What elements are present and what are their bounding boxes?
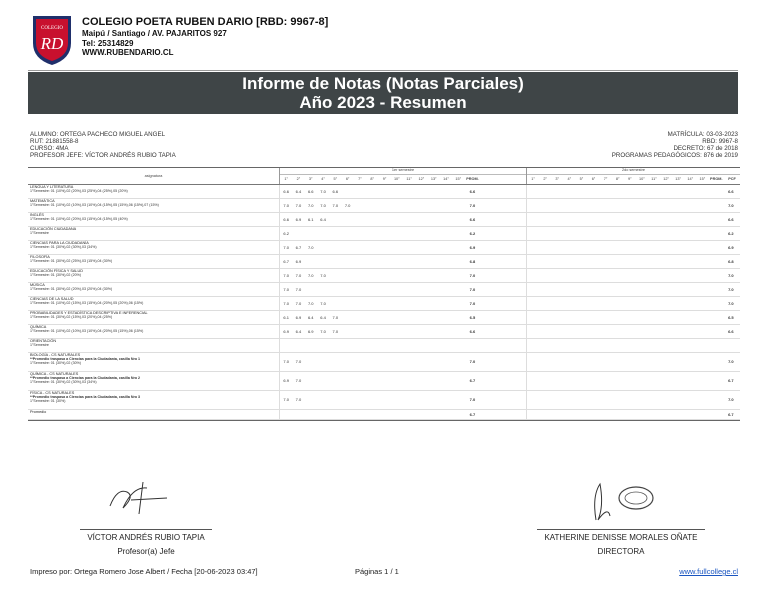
final-grade: 7.0 xyxy=(728,272,734,278)
subject-note: **Promedio traspasa a Ciencias para la Ciudadanía, casilla Nro 2 xyxy=(30,375,141,380)
semester-1-average: 6.8 xyxy=(469,258,476,264)
semester-2-grades xyxy=(527,241,740,254)
table-row xyxy=(28,297,740,311)
grade-cell: 6.9 xyxy=(295,314,302,320)
semester-1-grades xyxy=(280,372,527,390)
teacher-signature xyxy=(105,478,175,518)
semester-1-header xyxy=(280,168,527,184)
subject-name: CIENCIAS DE LA SALUD xyxy=(30,297,74,301)
subject-weights: 1°Semestre: 01 (30%),02 (30%) xyxy=(30,360,81,365)
semester-2-grades xyxy=(527,372,740,390)
sem2-col-header: 12° xyxy=(663,177,669,181)
grade-cell: 6.9 xyxy=(307,328,314,334)
svg-text:RD: RD xyxy=(40,34,64,53)
grade-cell: 7.0 xyxy=(295,397,302,403)
table-row xyxy=(28,269,740,283)
semester-1-grades xyxy=(280,255,527,268)
subject-cell xyxy=(28,325,280,338)
grade-cell: 6.9 xyxy=(283,328,289,334)
director-signature-block xyxy=(537,529,705,556)
subject-weights: 1°Semestre xyxy=(30,342,49,347)
sem1-col-header: 3° xyxy=(308,177,313,181)
subject-name: FILOSOFÍA xyxy=(30,255,50,259)
subject-note: **Promedio traspasa a Ciencias para la Ciudadanía, casilla Nro 3 xyxy=(30,394,141,399)
subject-weights: 1°Semestre: 01 (30%),02 (15%),03 (20%),04 (25%) xyxy=(30,314,113,319)
grade-cell: 7.0 xyxy=(332,314,339,320)
subject-name: EDUCACIÓN FÍSICA Y SALUD xyxy=(30,269,84,273)
subject-name: MÚSICA xyxy=(30,283,45,287)
final-grade: 6.7 xyxy=(728,411,734,417)
table-row xyxy=(28,353,740,372)
header-divider xyxy=(28,70,738,71)
semester-2-grades xyxy=(527,391,740,409)
semester-2-grades xyxy=(527,339,740,352)
grade-cell: 7.0 xyxy=(283,202,289,208)
sem2-col-header: 7° xyxy=(603,177,608,181)
table-row xyxy=(28,339,740,353)
grade-cell: 6.6 xyxy=(283,188,289,194)
table-row xyxy=(28,391,740,410)
sem1-col-header: 7° xyxy=(358,177,362,181)
subject-name: EDUCACIÓN CIUDADANA xyxy=(30,227,77,231)
semester-2-grades xyxy=(527,325,740,338)
semester-1-grades xyxy=(280,199,527,212)
sem2-col-header: 3° xyxy=(555,177,560,181)
grade-cell: 7.0 xyxy=(295,286,302,292)
semester-1-grades xyxy=(280,241,527,254)
subject-weights: 1°Semestre: 01 (30%),02 (20%) xyxy=(30,272,81,277)
subject-cell xyxy=(28,213,280,226)
grade-cell: 7.0 xyxy=(307,244,314,250)
grade-cell: 6.7 xyxy=(295,244,302,250)
semester-1-average: 7.0 xyxy=(469,359,476,365)
subject-weights: 1°Semestre: 01 (30%),02 (30%),03 (34%) xyxy=(30,244,97,249)
grade-cell: 7.0 xyxy=(283,397,289,403)
final-grade: 7.0 xyxy=(728,359,734,365)
final-grade: 6.8 xyxy=(728,258,734,264)
semester-2-grades xyxy=(527,353,740,371)
semester-1-average: 6.6 xyxy=(469,328,476,334)
grade-cell: 7.0 xyxy=(295,378,302,384)
semester-1-grades xyxy=(280,339,527,352)
sem2-col-header: 11° xyxy=(651,177,657,181)
table-row xyxy=(28,372,740,391)
subject-cell xyxy=(28,227,280,240)
subject-name: FÍSICA - CS NATURALES xyxy=(30,391,75,395)
sem2-col-header: 1° xyxy=(531,177,535,181)
semester-1-average: 6.9 xyxy=(469,244,476,250)
table-row xyxy=(28,283,740,297)
grade-cell: 7.0 xyxy=(283,286,289,292)
subject-name: CIENCIAS PARA LA CIUDADANÍA xyxy=(30,241,89,245)
grade-cell: 7.0 xyxy=(320,272,326,278)
subject-weights: 1°Semestre: 01 (10%),02 (20%),03 (15%),04 (15%),05 (40%) xyxy=(30,216,128,221)
sem1-col-header: 5° xyxy=(333,177,338,181)
table-row xyxy=(28,241,740,255)
sem2-col-header: 2° xyxy=(543,177,547,181)
sem1-col-header: 2° xyxy=(296,177,301,181)
teacher-role: Profesor(a) Jefe xyxy=(117,547,175,556)
subject-weights: 1°Semestre: 01 (30%) xyxy=(30,398,66,403)
grade-cell: 6.4 xyxy=(295,188,302,194)
final-grade: 6.6 xyxy=(728,216,734,222)
page-footer xyxy=(30,567,738,576)
grade-cell: 7.0 xyxy=(307,272,314,278)
subject-cell xyxy=(28,185,280,198)
subject-cell xyxy=(28,311,280,324)
subject-cell xyxy=(28,410,280,419)
teacher-signature-block xyxy=(80,529,212,556)
sem2-col-header: PROM. xyxy=(710,177,723,181)
sem1-col-header: 14° xyxy=(443,177,449,181)
sem1-col-header: 12° xyxy=(418,177,425,181)
final-grade: 7.0 xyxy=(728,202,734,208)
grade-cell: 7.0 xyxy=(283,300,289,306)
director-name: KATHERINE DENISSE MORALES OÑATE xyxy=(537,529,705,542)
footer-link[interactable]: www.fullcollege.cl xyxy=(679,567,738,576)
grade-cell: 7.0 xyxy=(295,300,302,306)
subject-name: LENGUA Y LITERATURA xyxy=(30,185,74,189)
semester-1-grades xyxy=(280,297,527,310)
school-website: WWW.RUBENDARIO.CL xyxy=(82,48,174,57)
sem2-col-header: 9° xyxy=(627,177,632,181)
semester-1-grades xyxy=(280,269,527,282)
sem2-col-header: 13° xyxy=(675,177,682,181)
grade-cell: 7.0 xyxy=(295,202,302,208)
programs: PROGRAMAS PEDAGÓGICOS: 876 de 2019 xyxy=(611,152,738,159)
subject-name: QUÍMICA - CS NATURALES xyxy=(30,372,79,376)
subject-weights: 1°Semestre xyxy=(30,230,49,235)
semester-1-average: 6.5 xyxy=(469,314,476,320)
subject-column-header: asignatura xyxy=(28,168,280,184)
sem1-col-header: 4° xyxy=(321,177,325,181)
grade-cell: 7.0 xyxy=(295,272,302,278)
final-grade: 6.5 xyxy=(728,314,734,320)
final-grade: 6.7 xyxy=(728,378,734,384)
grade-cell: 7.0 xyxy=(283,272,289,278)
table-row xyxy=(28,410,740,420)
subject-cell xyxy=(28,255,280,268)
grade-cell: 6.4 xyxy=(295,328,302,334)
subject-cell xyxy=(28,269,280,282)
school-rbd: RBD: 9967-8 xyxy=(702,138,738,145)
final-grade: 6.2 xyxy=(728,230,734,236)
subject-weights: 1°Semestre: 01 (10%),02 (15%),03 (15%),04 (20%),05 (20%),06 (15%) xyxy=(30,300,144,305)
grade-cell: 7.0 xyxy=(283,359,289,365)
semester-1-average: 6.6 xyxy=(469,188,476,194)
semester-1-title: 1er semestre xyxy=(280,168,526,175)
semester-2-grades xyxy=(527,227,740,240)
grade-cell: 6.6 xyxy=(307,188,314,194)
subject-name: ORIENTACIÓN xyxy=(30,339,57,343)
student-rut: RUT: 21881558-8 xyxy=(30,138,79,145)
student-info xyxy=(30,131,176,159)
grade-cell: 6.4 xyxy=(320,314,326,320)
sem2-col-header: 14° xyxy=(687,177,694,181)
sem1-col-header: 1° xyxy=(284,177,288,181)
sem1-col-header: 10° xyxy=(393,177,400,181)
student-name: ALUMNO: ORTEGA PACHECO MIGUEL ANGEL xyxy=(30,131,166,138)
semester-1-grades xyxy=(280,325,527,338)
table-row xyxy=(28,325,740,339)
decree: DECRETO: 67 de 2018 xyxy=(673,145,738,152)
table-row xyxy=(28,185,740,199)
enrollment-info xyxy=(612,131,738,159)
semester-2-header xyxy=(527,168,740,184)
subject-name: BIOLOGÍA - CS NATURALES xyxy=(30,353,81,357)
grade-cell: 7.0 xyxy=(320,188,326,194)
grade-cell: 6.6 xyxy=(332,188,339,194)
sem2-col-header: 4° xyxy=(567,177,572,181)
grade-cell: 7.0 xyxy=(320,300,326,306)
subject-note: **Promedio traspasa a Ciencias para la Ciudadanía, casilla Nro 1 xyxy=(30,356,141,361)
sem2-col-header: 5° xyxy=(579,177,584,181)
subject-name: PROBABILIDADES Y ESTADÍSTICA DESCRIPTIVA E INFERENCIAL xyxy=(30,311,148,315)
printed-by: Impreso por: Ortega Romero Jose Albert / Fecha [20-06-2023 03:47] xyxy=(30,567,258,576)
semester-2-grades xyxy=(527,311,740,324)
final-grade: 6.6 xyxy=(728,328,734,334)
semester-1-average: 7.0 xyxy=(469,397,476,403)
teacher-name: VÍCTOR ANDRÉS RUBIO TAPIA xyxy=(80,529,212,542)
semester-1-grades xyxy=(280,311,527,324)
subject-weights: 1°Semestre: 01 (30%),02 (20%),03 (20%),04 (30%) xyxy=(30,286,113,291)
semester-1-grades xyxy=(280,391,527,409)
grade-cell: 6.4 xyxy=(307,314,314,320)
subject-weights: 1°Semestre: 01 (30%),02 (25%),03 (15%),04 (30%) xyxy=(30,258,113,263)
table-row xyxy=(28,199,740,213)
table-row xyxy=(28,213,740,227)
subject-weights: 1°Semestre: 01 (10%),02 (20%),03 (25%),04 (25%),05 (20%) xyxy=(30,188,128,193)
semester-1-average: 7.0 xyxy=(469,272,476,278)
grade-cell: 7.0 xyxy=(320,202,326,208)
school-name: COLEGIO POETA RUBEN DARIO [RBD: 9967-8] xyxy=(82,16,329,28)
semester-2-grades xyxy=(527,269,740,282)
semester-1-average: 7.0 xyxy=(469,286,476,292)
semester-1-grades xyxy=(280,283,527,296)
grade-cell: 6.1 xyxy=(283,314,289,320)
table-header xyxy=(28,168,740,185)
subject-cell xyxy=(28,391,280,409)
subject-cell xyxy=(28,372,280,390)
grade-cell: 7.0 xyxy=(320,328,326,334)
final-grade: 7.0 xyxy=(728,300,734,306)
enrollment-date: MATRÍCULA: 03-03-2023 xyxy=(667,131,738,138)
semester-1-average: 6.7 xyxy=(469,411,476,417)
sem1-col-header: 15° xyxy=(455,177,462,181)
semester-2-grades xyxy=(527,213,740,226)
table-body xyxy=(28,185,740,420)
final-grade: 6.6 xyxy=(728,188,734,194)
grade-cell: 6.1 xyxy=(307,216,314,222)
sem2-col-header: 6° xyxy=(591,177,596,181)
semester-1-average: 6.7 xyxy=(469,378,476,384)
grade-cell: 7.0 xyxy=(283,244,289,250)
grade-cell: 7.0 xyxy=(332,328,339,334)
subject-name: INGLÉS xyxy=(30,213,44,217)
school-phone: Tel: 25314829 xyxy=(82,38,134,48)
grade-cell: 6.4 xyxy=(320,216,326,222)
report-title: Informe de Notas (Notas Parciales) xyxy=(242,74,524,93)
sem1-col-header: 9° xyxy=(382,177,387,181)
table-row xyxy=(28,311,740,325)
semester-1-average: 7.0 xyxy=(469,202,476,208)
report-banner xyxy=(28,72,738,114)
subject-cell xyxy=(28,297,280,310)
sem2-col-header: PCF xyxy=(728,177,736,181)
subject-name: QUÍMICA xyxy=(30,325,47,329)
report-subtitle: Año 2023 - Resumen xyxy=(299,93,467,112)
table-row xyxy=(28,227,740,241)
semester-1-grades xyxy=(280,353,527,371)
sem2-col-header: 10° xyxy=(639,177,645,181)
semester-1-average: 7.0 xyxy=(469,300,476,306)
head-teacher: PROFESOR JEFE: VÍCTOR ANDRÉS RUBIO TAPIA xyxy=(30,152,176,159)
semester-2-grades xyxy=(527,283,740,296)
director-signature-stamp xyxy=(588,476,663,526)
sem2-col-header: 15° xyxy=(699,177,706,181)
subject-cell xyxy=(28,199,280,212)
sem2-col-header: 8° xyxy=(615,177,620,181)
grade-cell: 7.0 xyxy=(332,202,339,208)
semester-2-columns xyxy=(527,175,740,184)
final-grade: 7.0 xyxy=(728,286,734,292)
semester-1-grades xyxy=(280,213,527,226)
semester-2-title: 2do semestre xyxy=(527,168,740,175)
svg-text:COLEGIO: COLEGIO xyxy=(41,26,63,31)
director-role: DIRECTORA xyxy=(597,547,645,556)
grade-cell: 6.9 xyxy=(295,258,302,264)
final-grade: 6.9 xyxy=(728,244,734,250)
semester-1-grades xyxy=(280,185,527,198)
grade-cell: 7.0 xyxy=(307,202,314,208)
sem1-col-header: PROM. xyxy=(466,177,479,181)
student-course: CURSO: 4MA xyxy=(30,145,69,152)
semester-2-grades xyxy=(527,410,740,419)
semester-2-grades xyxy=(527,185,740,198)
semester-1-grades xyxy=(280,227,527,240)
table-row xyxy=(28,255,740,269)
subject-weights: 1°Semestre: 01 (10%),02 (10%),03 (10%),04 (20%),05 (15%),06 (15%) xyxy=(30,328,144,333)
semester-1-grades xyxy=(280,410,527,419)
sem1-col-header: 6° xyxy=(345,177,350,181)
semester-1-columns xyxy=(280,175,526,184)
final-grade: 7.0 xyxy=(728,397,734,403)
semester-2-grades xyxy=(527,199,740,212)
semester-2-grades xyxy=(527,297,740,310)
sem1-col-header: 8° xyxy=(370,177,375,181)
grade-cell: 6.6 xyxy=(283,216,289,222)
grade-cell: 6.2 xyxy=(283,230,289,236)
grade-cell: 7.0 xyxy=(344,202,351,208)
subject-cell xyxy=(28,339,280,352)
subject-name: Promedio xyxy=(30,410,47,414)
grade-cell: 6.9 xyxy=(283,378,289,384)
grade-cell: 6.9 xyxy=(295,216,302,222)
school-address: Maipú / Santiago / AV. PAJARITOS 927 xyxy=(82,29,227,38)
subject-weights: 1°Semestre: 01 (10%),02 (10%),03 (10%),04 (15%),05 (15%),06 (15%),07 (15%) xyxy=(30,202,159,207)
sem1-col-header: 11° xyxy=(406,177,412,181)
grade-cell: 7.0 xyxy=(295,359,302,365)
semester-1-average: 6.2 xyxy=(469,230,476,236)
school-crest-logo xyxy=(30,13,74,67)
subject-cell xyxy=(28,241,280,254)
school-header xyxy=(82,16,328,58)
grades-table xyxy=(28,167,740,421)
semester-2-grades xyxy=(527,255,740,268)
sem1-col-header: 13° xyxy=(430,177,437,181)
grade-cell: 6.7 xyxy=(283,258,289,264)
grade-cell: 7.0 xyxy=(307,300,314,306)
semester-1-average: 6.6 xyxy=(469,216,476,222)
subject-cell xyxy=(28,283,280,296)
subject-cell xyxy=(28,353,280,371)
subject-weights: 1°Semestre: 01 (30%),02 (30%),03 (34%) xyxy=(30,379,97,384)
page-count: Páginas 1 / 1 xyxy=(355,567,399,576)
subject-name: MATEMÁTICA xyxy=(30,199,55,203)
